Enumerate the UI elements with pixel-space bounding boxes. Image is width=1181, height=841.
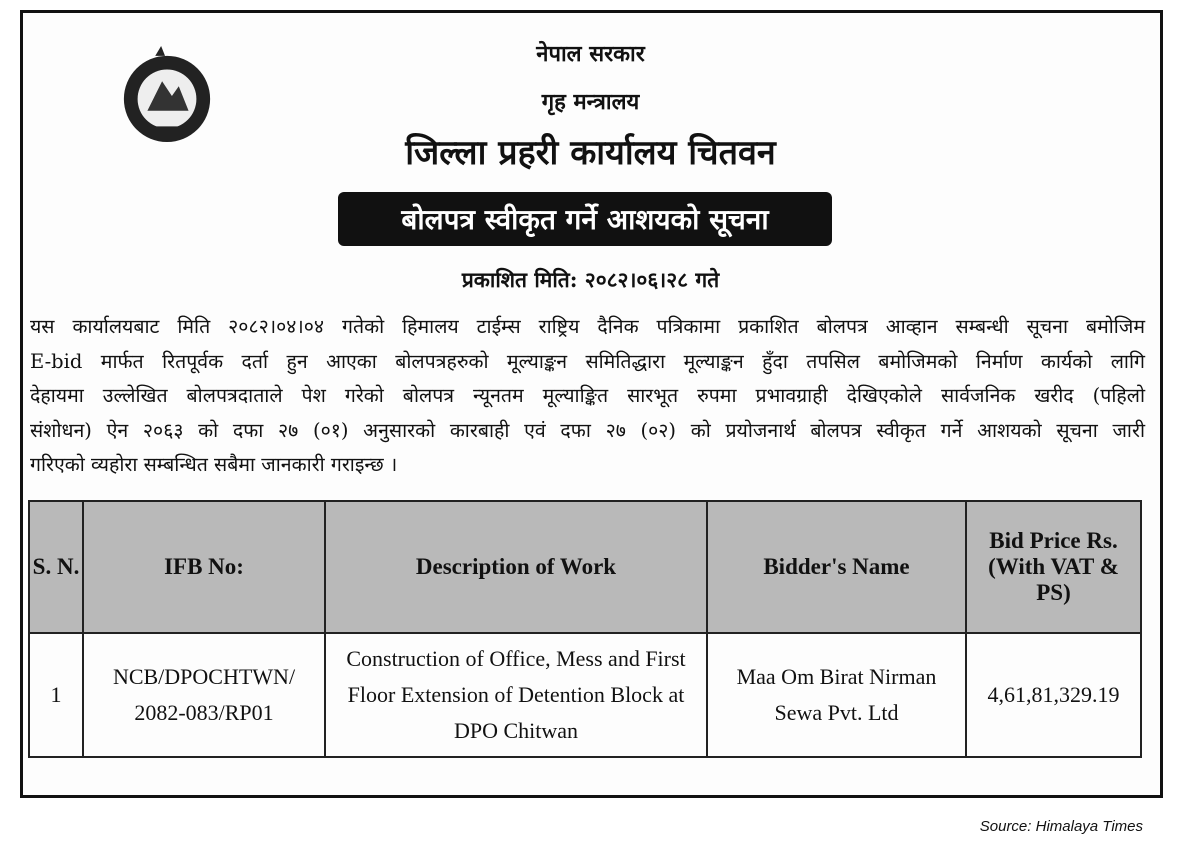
notice-body [30, 310, 1145, 483]
table-header-row [29, 501, 1141, 633]
cell-description: Construction of Office, Mess and First Floor Extension of Detention Block at DPO Chitwan [325, 633, 707, 757]
cell-bid-price: 4,61,81,329.19 [966, 633, 1141, 757]
notice-title-banner [338, 192, 832, 246]
header-bid-price: Bid Price Rs. (With VAT & PS) [966, 501, 1141, 633]
body-line: गरिएको व्यहोरा सम्बन्धित सबैमा जानकारी गराइन्छ । [30, 453, 398, 476]
ministry-name: गृह मन्त्रालय [541, 89, 640, 115]
bid-table [28, 500, 1142, 758]
header-sn: S. N. [29, 501, 83, 633]
cell-ifb: NCB/DPOCHTWN/ 2082-083/RP01 [83, 633, 325, 757]
body-line: देहायमा उल्लेखित बोलपत्रदाताले पेश गरेको बोलपत्र न्यूनतम मूल्याङ्कित सारभूत रुपमा प्रभावग्राही देखिएकोले सार्वजनिक खरीद (पहिलो [30, 384, 1145, 407]
body-line: यस कार्यालयबाट मिति २०८२।०४।०४ गतेको हिमालय टाईम्स राष्ट्रिय दैनिक पत्रिकामा प्रकाशित बोलपत्र आव्हान सम्बन्धी सूचना बमोजिम [30, 315, 1145, 338]
cell-sn: 1 [29, 633, 83, 757]
cell-bidder: Maa Om Birat Nirman Sewa Pvt. Ltd [707, 633, 966, 757]
header-ifb: IFB No: [83, 501, 325, 633]
table-row [29, 633, 1141, 757]
published-date: प्रकाशित मिति: २०८२।०६।२८ गते [461, 267, 720, 292]
body-line: संशोधन) ऐन २०६३ को दफा २७ (०१) अनुसारको कारबाही एवं दफा २७ (०२) को प्रयोजनार्थ बोलपत्र स्वीकृत गर्ने आशयको सूचना जारी [30, 418, 1145, 442]
header-bidder: Bidder's Name [707, 501, 966, 633]
body-line: E-bid मार्फत रितपूर्वक दर्ता हुन आएका बोलपत्रहरुको मूल्याङ्कन समितिद्धारा मूल्याङ्कन हुँदा तपसिल बमोजिमको निर्माण कार्यको लागि [30, 349, 1145, 373]
header-description: Description of Work [325, 501, 707, 633]
government-name: नेपाल सरकार [536, 41, 645, 67]
source-credit: Source: Himalaya Times [979, 818, 1143, 835]
notice-title: बोलपत्र स्वीकृत गर्ने आशयको सूचना [401, 203, 769, 236]
office-name: जिल्ला प्रहरी कार्यालय चितवन [405, 133, 776, 173]
